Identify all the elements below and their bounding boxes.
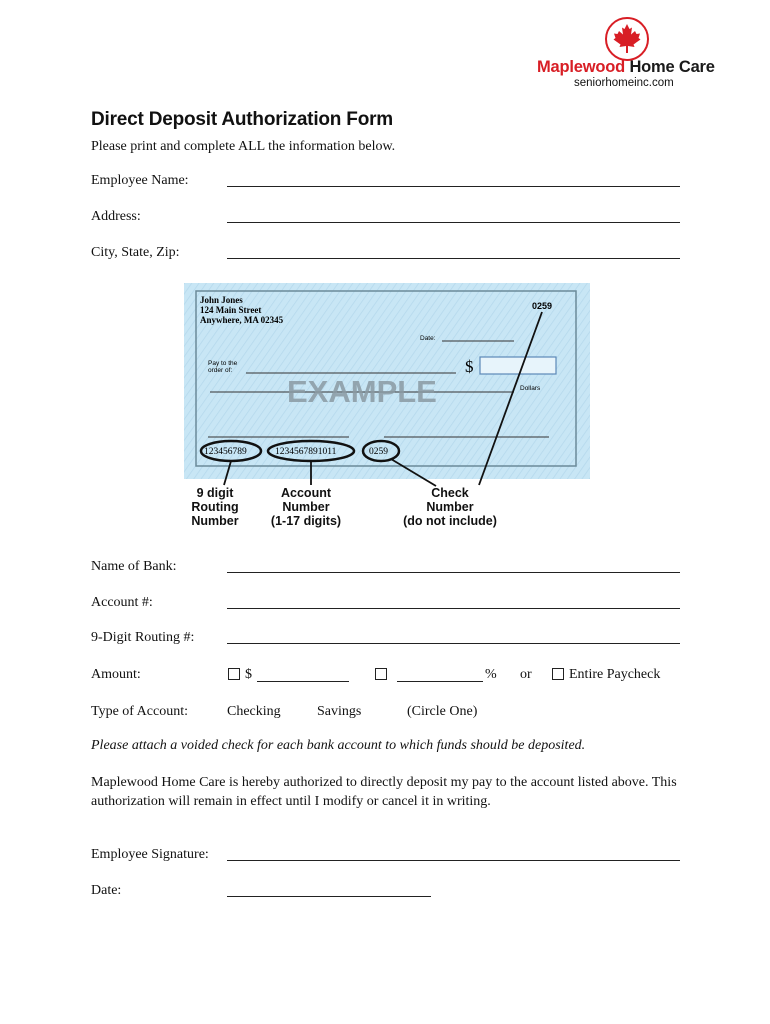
employee-signature-field[interactable]: [227, 860, 680, 861]
account-callout-line-1: Account: [281, 486, 331, 500]
brand-name-dark: Home Care: [629, 58, 715, 76]
account-type-savings[interactable]: Savings: [317, 704, 362, 719]
amount-percent-sign: %: [485, 667, 497, 682]
check-number-callout-line-1: Check: [431, 486, 469, 500]
check-date-label: Date:: [420, 335, 436, 342]
brand-name-red: Maplewood: [537, 58, 626, 76]
entire-paycheck-checkbox[interactable]: [552, 668, 564, 680]
check-number-callout: [398, 486, 502, 528]
amount-dollar-sign: $: [245, 667, 252, 682]
check-number-top: 0259: [532, 301, 553, 311]
form-instructions: Please print and complete ALL the information below.: [91, 139, 396, 154]
amount-dollar-checkbox[interactable]: [228, 668, 240, 680]
amount-percent-checkbox[interactable]: [375, 668, 387, 680]
account-callout-line-2: Number: [282, 500, 330, 514]
check-amount-box: [480, 357, 556, 374]
check-number-callout-line-2: Number: [426, 500, 474, 514]
check-pay-to-label-2: order of:: [208, 367, 233, 374]
account-callout: [264, 486, 348, 528]
routing-callout-line-2: Routing: [191, 500, 239, 514]
form-title: Direct Deposit Authorization Form: [91, 109, 393, 130]
check-pay-to-label-1: Pay to the: [208, 360, 238, 367]
city-state-zip-field[interactable]: [227, 258, 680, 259]
employee-signature-label: Employee Signature:: [91, 847, 209, 862]
company-website: seniorhomeinc.com: [574, 77, 674, 89]
authorization-text: Maplewood Home Care is hereby authorized to directly deposit my pay to the account listed above. This authorization will remain in effect until I modify or cancel it in writing.: [91, 775, 677, 809]
amount-dollar-field[interactable]: [257, 681, 349, 682]
check-number-bottom: 0259: [369, 447, 388, 457]
bank-name-label: Name of Bank:: [91, 559, 177, 574]
check-number-callout-line-3: (do not include): [403, 514, 497, 528]
maple-leaf-icon: [604, 16, 650, 62]
check-dollars-label: Dollars: [520, 385, 541, 392]
routing-number-label: 9-Digit Routing #:: [91, 630, 195, 645]
routing-callout: [183, 486, 247, 528]
account-type-checking[interactable]: Checking: [227, 704, 281, 719]
check-dollar-sign: $: [465, 357, 474, 376]
account-callout-line-3: (1-17 digits): [270, 514, 342, 528]
check-payer-city: Anywhere, MA 02345: [200, 315, 284, 325]
amount-or-text: or: [520, 667, 532, 682]
entire-paycheck-label: Entire Paycheck: [569, 667, 661, 682]
check-payer-name: John Jones: [200, 295, 243, 305]
account-number-field[interactable]: [227, 608, 680, 609]
date-field[interactable]: [227, 896, 431, 897]
employee-name-field[interactable]: [227, 186, 680, 187]
address-label: Address:: [91, 209, 141, 224]
check-account-number: 1234567891011: [275, 447, 337, 457]
routing-callout-line-1: 9 digit: [196, 486, 234, 500]
amount-label: Amount:: [91, 667, 141, 682]
bank-name-field[interactable]: [227, 572, 680, 573]
circle-one-instruction: (Circle One): [407, 704, 478, 719]
voided-check-note: Please attach a voided check for each bank account to which funds should be deposited.: [91, 738, 586, 753]
check-routing-number: 123456789: [204, 447, 247, 457]
routing-callout-line-3: Number: [191, 514, 239, 528]
date-label: Date:: [91, 883, 122, 898]
employee-name-label: Employee Name:: [91, 173, 189, 188]
account-type-label: Type of Account:: [91, 704, 188, 719]
company-logo-text: [537, 58, 715, 77]
amount-percent-field[interactable]: [397, 681, 483, 682]
routing-number-field[interactable]: [227, 643, 680, 644]
check-payer-street: 124 Main Street: [200, 305, 262, 315]
address-field[interactable]: [227, 222, 680, 223]
city-state-zip-label: City, State, Zip:: [91, 245, 180, 260]
check-watermark: EXAMPLE: [287, 374, 437, 409]
account-number-label: Account #:: [91, 595, 153, 610]
